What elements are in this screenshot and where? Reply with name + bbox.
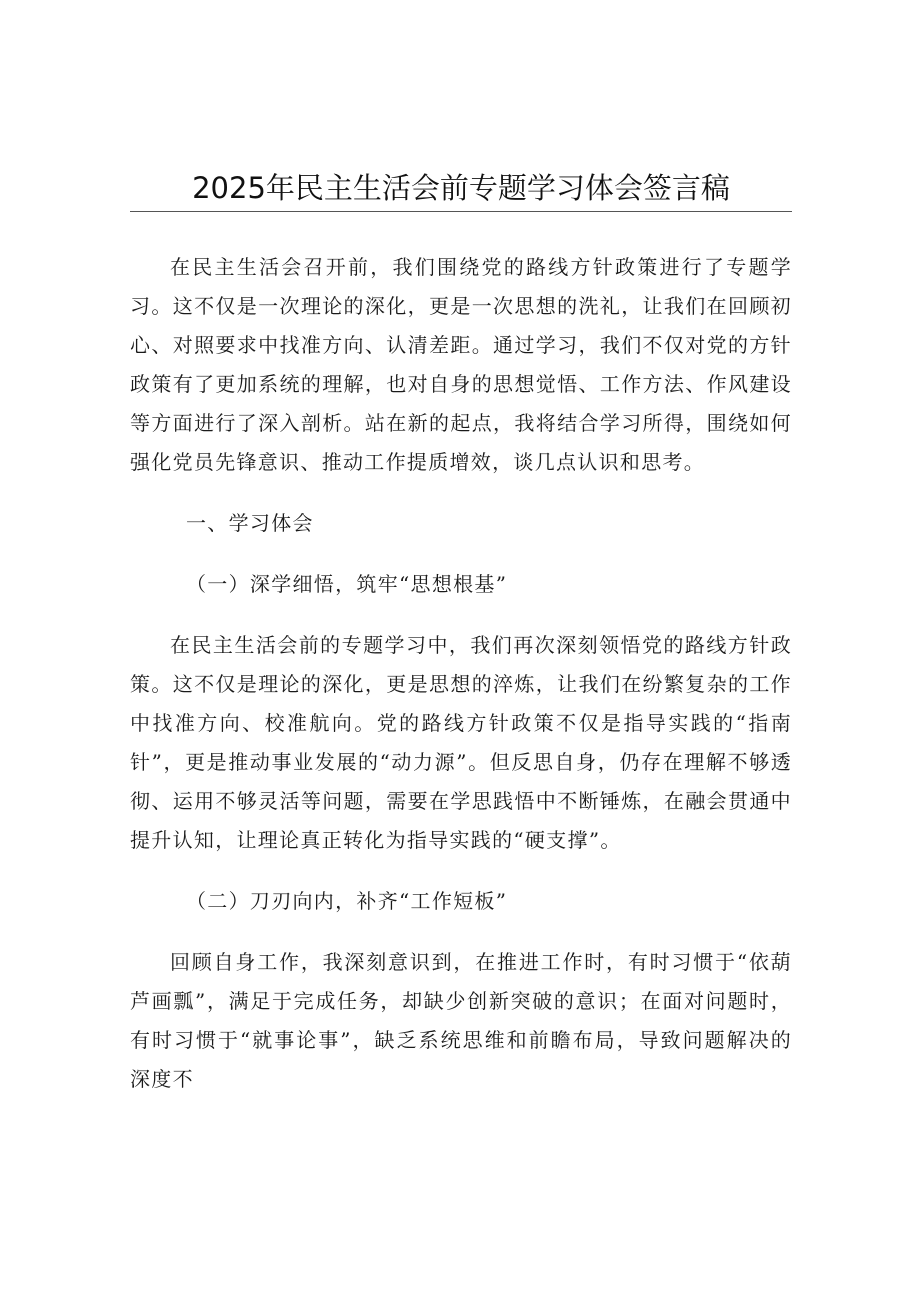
paragraph-reflection: 回顾自身工作，我深刻意识到，在推进工作时，有时习惯于“依葫芦画瓢”，满足于完成任务，却缺少创新突破的意识；在面对问题时，有时习惯于“就事论事”，缺乏系统思维和前瞻布局，导致问题解决的深度不 (130, 950, 792, 1091)
paragraph-intro: 在民主生活会召开前，我们围绕党的路线方针政策进行了专题学习。这不仅是一次理论的深化，更是一次思想的洗礼，让我们在回顾初心、对照要求中找准方向、认清差距。通过学习，我们不仅对党的方针政策有了更加系统的理解，也对自身的思想觉悟、工作方法、作风建设等方面进行了深入剖析。站在新的起点，我将结合学习所得，围绕如何强化党员先锋意识、推动工作提质增效，谈几点认识和思考。 (130, 255, 792, 474)
document-title: 2025年民主生活会前专题学习体会签言稿 (192, 171, 730, 205)
title-underline (130, 211, 792, 212)
document-body (130, 248, 792, 1099)
paragraph-study: 在民主生活会前的专题学习中，我们再次深刻领悟党的路线方针政策。这不仅是理论的深化，更是思想的淬炼，让我们在纷繁复杂的工作中找准方向、校准航向。党的路线方针政策不仅是指导实践的“指南针”，更是推动事业发展的“动力源”。但反思自身，仍存在理解不够透彻、运用不够灵活等问题，需要在学思践悟中不断锤炼，在融会贯通中提升认知，让理论真正转化为指导实践的“硬支撑”。 (130, 633, 792, 852)
section-heading-1: 一、学习体会 (186, 511, 314, 535)
subsection-heading-1: （一）深学细悟，筑牢“思想根基” (186, 572, 508, 596)
subsection-heading-2: （二）刀刃向内，补齐“工作短板” (186, 889, 508, 913)
